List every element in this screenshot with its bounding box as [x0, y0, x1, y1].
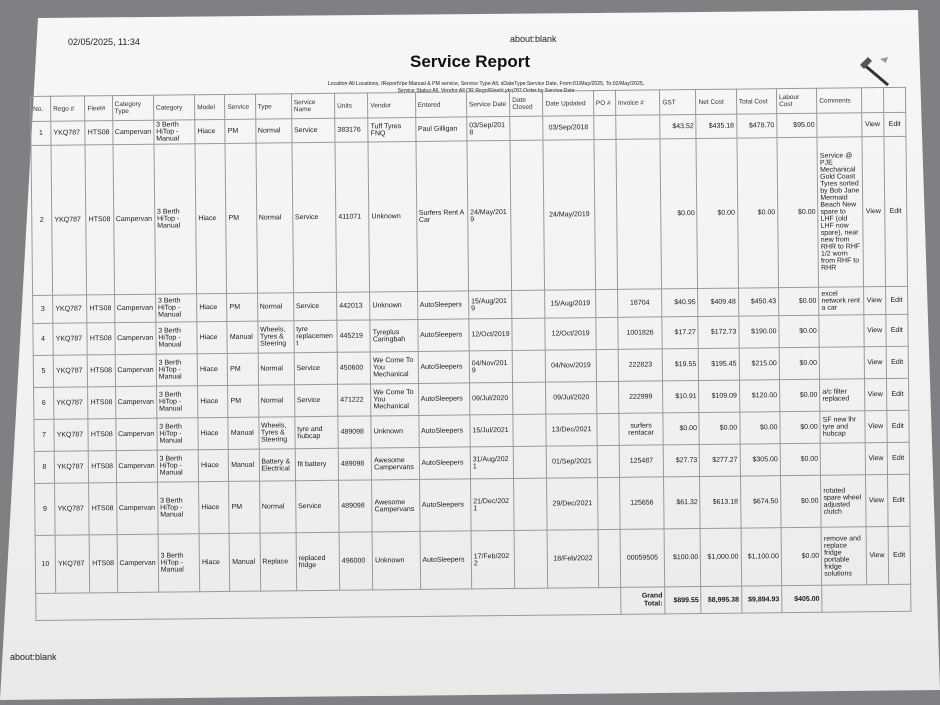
report-title: Service Report — [410, 52, 530, 71]
service-date-cell: 15/Jul/2021 — [470, 414, 514, 446]
view-link[interactable]: View — [866, 527, 889, 585]
column-header: Invoice # — [615, 90, 660, 115]
column-header: Comments — [817, 88, 862, 113]
labour-cost-cell: $0.00 — [779, 379, 820, 411]
type-cell: Normal — [258, 385, 295, 417]
row-number: 4 — [33, 323, 53, 355]
date-updated-cell: 24/May/2019 — [543, 140, 595, 291]
service-name-cell: Service — [293, 292, 337, 320]
rego-cell: YKQ787 — [54, 387, 89, 419]
date-updated-cell: 15/Aug/2019 — [545, 290, 596, 319]
total-cost-cell: $0.00 — [740, 412, 781, 444]
labour-cost-cell: $0.00 — [779, 347, 820, 379]
gst-cell: $0.00 — [663, 413, 700, 445]
fleet-cell: HTS08 — [89, 535, 117, 593]
invoice-cell: 00059505 — [620, 529, 665, 587]
vendor-cell: Unknown — [370, 291, 418, 319]
date-closed-cell — [513, 414, 547, 446]
total-cost-cell: $450.43 — [738, 288, 779, 316]
date-updated-cell: 09/Jul/2020 — [546, 382, 597, 415]
invoice-cell: 125487 — [619, 445, 664, 477]
category-cell: 3 Berth HiTop - Manual — [155, 294, 197, 322]
entered-cell: AutoSleepers — [418, 415, 470, 448]
column-header: Net Cost — [696, 89, 737, 114]
column-header: Date Closed — [510, 91, 543, 116]
type-cell: Normal — [256, 143, 294, 293]
date-closed-cell — [513, 382, 547, 414]
column-header: GST — [660, 90, 696, 115]
entered-cell: AutoSleepers — [417, 319, 469, 352]
rego-cell: YKQ787 — [55, 535, 90, 593]
category-type-cell: Campervan — [114, 294, 156, 322]
service-cell: PM — [225, 119, 255, 143]
fleet-cell: HTS08 — [89, 483, 117, 535]
fleet-cell: HTS08 — [88, 355, 116, 387]
entered-cell: AutoSleepers — [418, 383, 470, 416]
row-number: 2 — [31, 145, 53, 295]
rego-cell: YKQ787 — [53, 323, 88, 355]
category-type-cell: Campervan — [116, 450, 158, 482]
po-cell — [597, 445, 619, 477]
service-name-cell: Service — [294, 352, 338, 384]
labour-cost-cell: $0.00 — [781, 527, 822, 585]
service-cell: PM — [228, 353, 259, 385]
comments-cell: excel network rent a car — [819, 287, 864, 315]
type-cell: Battery & Electrical — [259, 449, 296, 481]
column-header: Rego # — [51, 96, 85, 121]
labour-cost-cell: $95.00 — [777, 113, 818, 137]
column-header: Units — [335, 93, 368, 118]
column-header: Service Date — [466, 91, 510, 116]
po-cell — [596, 381, 618, 413]
fleet-cell: HTS08 — [85, 121, 112, 145]
date-closed-cell — [510, 116, 543, 140]
gst-cell: $17.27 — [662, 317, 699, 349]
labour-cost-cell: $0.00 — [779, 287, 820, 315]
grand-total-total: $9,894.93 — [741, 586, 782, 613]
comments-cell: SF new lhr tyre and hubcap — [820, 411, 865, 443]
date-closed-cell — [510, 140, 545, 290]
comments-cell: rotated spare wheel adjusted clutch — [821, 475, 866, 527]
service-date-cell: 09/Jul/2020 — [469, 382, 513, 414]
entered-cell: AutoSleepers — [419, 479, 471, 532]
invoice-cell: 125656 — [619, 477, 664, 529]
net-cost-cell: $0.00 — [696, 138, 738, 288]
print-url-header: about:blank — [510, 34, 557, 44]
category-cell: 3 Berth HiTop - Manual — [156, 354, 198, 386]
entered-cell: AutoSleepers — [419, 447, 471, 480]
grand-total-label: Grand Total: — [621, 587, 666, 614]
type-cell: Normal — [257, 293, 294, 321]
model-cell: Hiace — [195, 143, 227, 293]
service-date-cell: 17/Feb/2022 — [471, 530, 515, 588]
total-cost-cell: $120.00 — [739, 380, 780, 412]
edit-link[interactable]: Edit — [887, 474, 910, 526]
column-header: Category Type — [112, 95, 154, 120]
category-type-cell: Campervan — [113, 144, 156, 294]
category-cell: 3 Berth HiTop - Manual — [156, 322, 198, 354]
gst-cell: $61.32 — [664, 477, 701, 529]
invoice-cell: 222823 — [618, 349, 663, 381]
po-cell — [594, 115, 616, 139]
grand-total-net: $8,995.38 — [701, 586, 742, 613]
labour-cost-cell: $0.00 — [780, 411, 821, 443]
type-cell: Normal — [258, 353, 295, 385]
units-cell: 450600 — [337, 352, 371, 384]
vendor-cell: Unknown — [368, 141, 417, 291]
net-cost-cell: $195.45 — [699, 348, 740, 380]
vendor-cell: Awesome Campervans — [372, 479, 420, 531]
rego-cell: YKQ787 — [54, 451, 89, 483]
invoice-cell: 222999 — [618, 381, 663, 413]
print-datetime: 02/05/2025, 11:34 — [68, 37, 140, 47]
category-type-cell: Campervan — [112, 120, 154, 144]
service-name-cell: tyre replacement — [294, 320, 338, 352]
labour-cost-cell: $0.00 — [780, 443, 821, 475]
row-number: 6 — [34, 387, 54, 419]
edit-link[interactable]: Edit — [888, 526, 911, 584]
comments-cell — [817, 113, 862, 137]
view-link[interactable]: View — [861, 113, 883, 137]
comments-cell: remove and replace fridge portable fridge solutions — [821, 527, 866, 585]
fleet-cell: HTS08 — [88, 419, 116, 451]
vendor-cell: Tuff Tyres FNQ — [368, 117, 416, 141]
report-body — [31, 112, 911, 620]
service-cell: Manual — [229, 533, 260, 591]
po-cell — [595, 289, 617, 317]
table-row — [31, 136, 908, 295]
view-link[interactable]: View — [863, 287, 885, 315]
model-cell: Hiace — [197, 353, 228, 385]
category-cell: 3 Berth HiTop - Manual — [157, 450, 199, 482]
edit-link[interactable]: Edit — [886, 346, 909, 378]
date-updated-cell: 12/Oct/2019 — [545, 318, 596, 351]
po-cell — [597, 413, 619, 445]
category-cell: 3 Berth HiTop - Manual — [154, 120, 196, 144]
service-cell: PM — [225, 143, 257, 293]
model-cell: Hiace — [195, 119, 225, 143]
row-number: 9 — [35, 483, 56, 535]
row-number: 5 — [33, 355, 53, 387]
date-updated-cell: 01/Sep/2021 — [547, 446, 598, 479]
column-header: Entered — [415, 92, 467, 118]
fleet-cell: HTS08 — [87, 295, 114, 323]
date-closed-cell — [514, 478, 548, 530]
net-cost-cell: $109.09 — [699, 380, 740, 412]
service-name-cell: replaced fridge — [296, 532, 340, 590]
date-closed-cell — [512, 350, 546, 382]
vendor-cell: Unknown — [371, 415, 419, 447]
report-parameters-line-1: Location:All Locations, IReportVpe:Manual & PM service, Service Type:All, sDateType:Service Date, From:01/May/2025, To:02/May/2025, — [327, 81, 645, 87]
rego-cell: YKQ787 — [53, 355, 88, 387]
service-name-cell: Service — [291, 118, 335, 142]
model-cell: Hiace — [199, 481, 230, 533]
labour-cost-cell: $0.00 — [780, 475, 821, 527]
column-header: Category — [153, 95, 195, 120]
type-cell: Wheels, Tyres & Steering — [257, 321, 294, 353]
service-cell: PM — [227, 293, 257, 321]
table-row — [35, 526, 911, 593]
row-number: 8 — [34, 451, 54, 483]
units-cell: 489098 — [338, 448, 372, 480]
gst-cell: $10.91 — [663, 381, 700, 413]
edit-link[interactable]: Edit — [887, 410, 910, 442]
net-cost-cell: $1,000.00 — [701, 528, 742, 586]
model-cell: Hiace — [198, 417, 229, 449]
date-closed-cell — [514, 530, 548, 588]
comments-cell — [819, 315, 864, 347]
rego-cell: YKQ787 — [53, 295, 88, 323]
column-header: Vendor — [368, 92, 416, 117]
net-cost-cell: $172.73 — [698, 316, 739, 348]
units-cell: 489098 — [339, 480, 373, 532]
net-cost-cell: $409.48 — [698, 288, 739, 316]
date-updated-cell: 04/Nov/2019 — [546, 350, 597, 383]
units-cell: 383176 — [335, 118, 368, 142]
gst-cell: $27.73 — [663, 445, 700, 477]
model-cell: Hiace — [198, 449, 229, 481]
fleet-cell: HTS08 — [89, 451, 117, 483]
date-closed-cell — [512, 318, 546, 350]
entered-cell: AutoSleepers — [420, 531, 472, 590]
invoice-cell — [616, 139, 662, 289]
service-date-cell: 24/May/2019 — [467, 140, 512, 290]
units-cell: 489098 — [338, 416, 372, 448]
row-number: 10 — [35, 535, 56, 593]
type-cell: Normal — [255, 119, 291, 143]
net-cost-cell: $0.00 — [699, 412, 740, 444]
column-header — [883, 87, 906, 112]
edit-link[interactable]: Edit — [887, 442, 910, 474]
column-header: Service — [225, 94, 255, 119]
comments-cell: Service @ PJE Mechanical Gold Coast Tyres sorted by Bob Jane Mermaid Beach New spare to LHF (old LHF now spare), near new from RHR to RHF 1/2 worn from RHF to RHR — [817, 137, 863, 287]
fleet-cell: HTS08 — [88, 387, 116, 419]
total-cost-cell: $305.00 — [740, 444, 781, 476]
service-date-cell: 21/Dec/2021 — [470, 478, 514, 530]
category-cell: 3 Berth HiTop - Manual — [157, 418, 199, 450]
model-cell: Hiace — [199, 533, 230, 591]
edit-link[interactable]: Edit — [885, 286, 908, 314]
gst-cell: $19.55 — [662, 349, 699, 381]
total-cost-cell: $1,100.00 — [741, 528, 782, 586]
column-header: Service Name — [291, 93, 335, 118]
category-type-cell: Campervan — [115, 418, 157, 450]
view-link[interactable]: View — [865, 443, 887, 475]
service-date-cell: 12/Oct/2019 — [469, 318, 513, 350]
grand-total-gst: $899.55 — [665, 586, 702, 613]
category-cell: 3 Berth HiTop - Manual — [154, 144, 197, 294]
column-header: Fleet# — [85, 96, 112, 121]
net-cost-cell: $435.18 — [696, 114, 737, 138]
date-closed-cell — [512, 290, 546, 318]
grand-total-labour: $405.00 — [782, 585, 823, 612]
total-cost-cell: $674.50 — [740, 476, 781, 528]
row-number: 3 — [33, 295, 53, 323]
view-link[interactable]: View — [864, 411, 886, 443]
comments-cell — [820, 443, 865, 475]
po-cell — [594, 139, 618, 289]
row-number: 7 — [34, 419, 54, 451]
po-cell — [597, 477, 620, 529]
column-header: Total Cost — [736, 89, 777, 114]
po-cell — [596, 349, 618, 381]
gst-cell: $0.00 — [660, 139, 698, 289]
column-header: Date Updated — [543, 91, 594, 117]
row-number: 1 — [31, 121, 51, 145]
date-closed-cell — [513, 446, 547, 478]
column-header — [861, 88, 883, 113]
column-header: Model — [195, 94, 225, 119]
units-cell: 445219 — [337, 320, 371, 352]
column-header: PO # — [593, 90, 615, 115]
vendor-cell: We Come To You Mechanical — [371, 383, 419, 415]
total-spacer — [36, 587, 621, 620]
edit-link[interactable]: Edit — [886, 314, 909, 346]
date-updated-cell: 18/Feb/2022 — [547, 530, 598, 589]
total-cost-cell: $478.70 — [736, 114, 777, 138]
service-cell: PM — [229, 481, 260, 533]
fleet-cell: HTS08 — [87, 323, 115, 355]
service-cell: Manual — [228, 417, 259, 449]
total-tail — [822, 584, 911, 612]
service-cell: Manual — [229, 449, 260, 481]
labour-cost-cell: $0.00 — [777, 137, 819, 287]
table-row — [35, 474, 910, 535]
column-header: Type — [255, 94, 291, 119]
rego-cell: YKQ787 — [54, 419, 89, 451]
edit-link[interactable]: Edit — [883, 112, 906, 136]
print-url-footer: about:blank — [10, 652, 57, 662]
gst-cell: $43.52 — [660, 115, 696, 139]
po-cell — [598, 529, 621, 587]
date-updated-cell: 29/Dec/2021 — [547, 478, 598, 531]
category-type-cell: Campervan — [117, 534, 159, 592]
rego-cell: YKQ787 — [55, 483, 90, 535]
rego-cell: YKQ787 — [51, 145, 87, 295]
service-report-table — [30, 87, 911, 621]
model-cell: Hiace — [197, 321, 228, 353]
invoice-cell: surfers rentacar — [619, 413, 664, 445]
category-type-cell: Campervan — [115, 354, 157, 386]
service-name-cell: Service — [295, 480, 339, 532]
net-cost-cell: $613.18 — [700, 476, 741, 528]
total-cost-cell: $190.00 — [739, 316, 780, 348]
gst-cell: $40.95 — [662, 289, 699, 317]
total-cost-cell: $0.00 — [737, 138, 779, 288]
total-cost-cell: $215.00 — [739, 348, 780, 380]
fleet-cell: HTS08 — [85, 145, 114, 295]
view-link[interactable]: View — [863, 315, 885, 347]
service-cell: Manual — [227, 321, 258, 353]
view-link[interactable]: View — [864, 347, 886, 379]
edit-link[interactable]: Edit — [886, 378, 909, 410]
service-name-cell: tyre and hubcap — [295, 416, 339, 448]
po-cell — [596, 317, 618, 349]
view-link[interactable]: View — [864, 379, 886, 411]
service-date-cell: 15/Aug/2019 — [468, 290, 512, 318]
entered-cell: AutoSleepers — [417, 291, 469, 320]
view-link[interactable]: View — [862, 137, 886, 287]
category-cell: 3 Berth HiTop - Manual — [158, 534, 200, 592]
category-type-cell: Campervan — [116, 482, 158, 534]
rego-cell: YKQ787 — [51, 121, 85, 145]
invoice-cell: 1001826 — [618, 317, 663, 349]
column-header: Labour Cost — [776, 88, 817, 113]
report-parameters-line-2: Service Status:All, Vendor:All OR Rego/Fleet# ykq787 Order by Service Date — [397, 87, 575, 94]
service-name-cell: Service — [294, 384, 338, 416]
date-updated-cell: 03/Sep/2018 — [543, 116, 594, 141]
labour-cost-cell: $0.00 — [779, 315, 820, 347]
net-cost-cell: $277.27 — [700, 444, 741, 476]
service-name-cell: fit battery — [295, 448, 339, 480]
type-cell: Wheels, Tyres & Steering — [258, 417, 295, 449]
service-date-cell: 04/Nov/2019 — [469, 350, 513, 382]
company-logo-icon — [858, 55, 892, 89]
vendor-cell: Tyreplus Caringbah — [370, 319, 418, 351]
category-cell: 3 Berth HiTop - Manual — [156, 386, 198, 418]
type-cell: Normal — [259, 481, 296, 533]
units-cell: 442013 — [337, 292, 371, 320]
invoice-cell — [616, 115, 661, 139]
gst-cell: $100.00 — [664, 529, 701, 587]
category-type-cell: Campervan — [115, 386, 157, 418]
entered-cell: Paul Gilligan — [415, 117, 467, 142]
entered-cell: Surfers Rent A Car — [416, 141, 469, 292]
service-date-cell: 31/Aug/2021 — [470, 446, 514, 478]
comments-cell — [819, 347, 864, 379]
date-updated-cell: 13/Dec/2021 — [546, 414, 597, 447]
units-cell: 496000 — [339, 532, 373, 590]
comments-cell: a/c filter replaced — [820, 379, 865, 411]
vendor-cell: We Come To You Mechanical — [370, 351, 418, 383]
units-cell: 411071 — [335, 142, 370, 292]
type-cell: Replace — [260, 533, 297, 591]
model-cell: Hiace — [198, 385, 229, 417]
model-cell: Hiace — [197, 293, 227, 321]
units-cell: 471222 — [338, 384, 372, 416]
vendor-cell: Awesome Campervans — [371, 447, 419, 479]
vendor-cell: Unknown — [372, 531, 420, 589]
service-date-cell: 03/Sep/2018 — [467, 116, 511, 140]
entered-cell: AutoSleepers — [418, 351, 470, 384]
service-cell: PM — [228, 385, 259, 417]
edit-link[interactable]: Edit — [884, 136, 908, 286]
category-cell: 3 Berth HiTop - Manual — [157, 482, 199, 534]
column-header: No. — [31, 96, 51, 121]
category-type-cell: Campervan — [114, 322, 156, 354]
view-link[interactable]: View — [865, 475, 888, 527]
invoice-cell: 18704 — [617, 289, 662, 317]
service-name-cell: Service — [292, 142, 337, 292]
